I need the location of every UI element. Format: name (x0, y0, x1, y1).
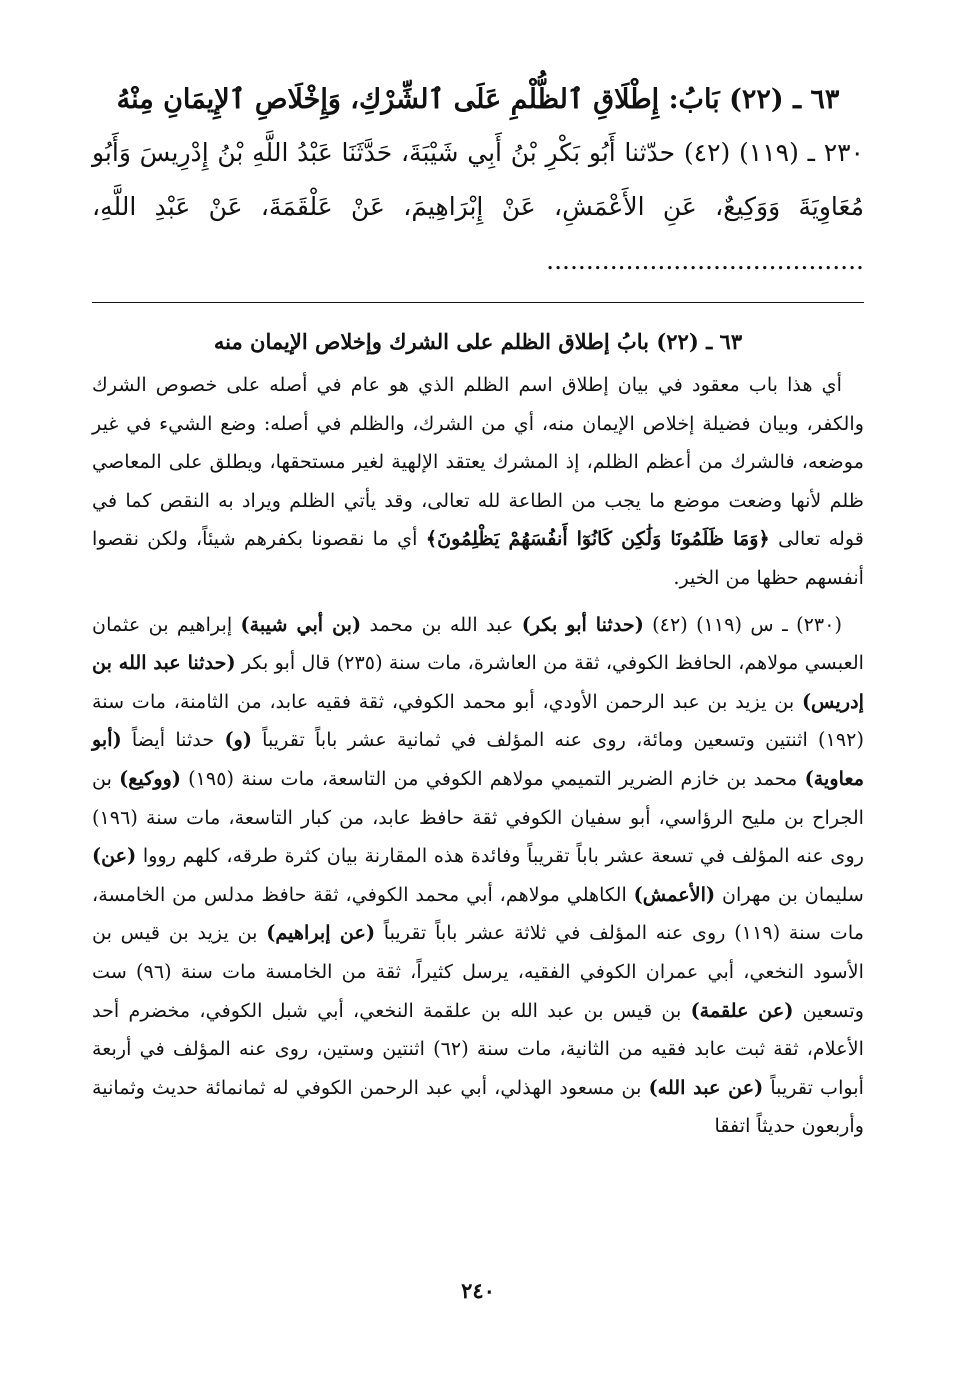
narrator-name: (حدثنا أبو بكر) (521, 612, 644, 636)
paragraph-text: بن الجراح بن مليح الرؤاسي، أبو سفيان الكوفي ثقة حافظ عابد، من كبار التاسعة، مات سنة (١٩٦) روى عنه المؤلف في تسعة عشر باباً تقريباً وفائدة هذه المقارنة بيان كثرة طرقه، كلهم رووا (92, 766, 864, 868)
narrator-name: (عن علقمة) (690, 998, 794, 1022)
narrator-name: (الأعمش) (633, 882, 716, 906)
paragraph-text: بن يزيد بن عبد الرحمن الأودي، أبو محمد الكوفي، ثقة فقيه عابد، من الثامنة، مات سنة (١٩٢) اثنتين وتسعين ومائة، روى عنه المؤلف في ثمانية عشر باباً تقريباً (92, 689, 864, 752)
paragraph-text: بن قيس بن عبد الله بن علقمة النخعي، أبي شبل الكوفي، مخضرم أحد الأعلام، ثقة ثبت عابد فقيه من الثانية، مات سنة (٦٢) اثنتين وستين، روى عنه المؤلف في أربعة أبواب تقريباً (92, 998, 864, 1099)
narrator-name: (عن عبد الله) (648, 1075, 764, 1099)
narrator-name: (و) (224, 728, 252, 752)
hadith-section (92, 78, 864, 288)
paragraph-text: محمد بن خازم الضرير التميمي مولاهم الكوفي من التاسعة، مات سنة (١٩٥) (188, 766, 798, 790)
narrator-name: (عن) (92, 844, 137, 868)
narrator-name: (أبو معاوية) (92, 728, 864, 790)
paragraph-text: عبد الله بن محمد (369, 612, 514, 636)
commentary-title: ٦٣ ـ (٢٢) بابُ إطلاق الظلم على الشرك وإخلاص الإيمان منه (213, 329, 743, 354)
quran-verse: ﴿وَمَا ظَلَمُونَا وَلَٰكِن كَانُوٓا أَنفُسَهُمْ يَظْلِمُونَ﴾ (425, 527, 770, 551)
narrator-name: (عن إبراهيم) (266, 921, 376, 945)
chapter-title: ٦٣ ـ (٢٢) بَابُ: إِطْلَاقِ ٱلظُّلْمِ عَلَى ٱلشِّرْكِ، وَإِخْلَاصِ ٱلإِيمَانِ مِنْهُ (116, 84, 840, 115)
paragraph-text: حدثنا أيضاً (131, 728, 215, 752)
section-divider (92, 302, 864, 303)
page-number: ٢٤٠ (461, 1278, 495, 1303)
paragraph-text: سليمان بن مهران (721, 882, 864, 906)
commentary-paragraph-1 (92, 366, 864, 598)
paragraph-text: أي ما نقصونا بكفرهم شيئاً، ولكن نقصوا أنفسهم حظها من الخير. (92, 527, 864, 589)
paragraph-text: بن مسعود الهذلي، أبي عبد الرحمن الكوفي له ثمانمائة حديث وثمانية وأربعون حديثاً اتفقا (92, 1075, 864, 1138)
commentary-paragraph-2 (92, 606, 864, 1146)
narrator-name: (ووكيع) (119, 766, 181, 790)
hadith-ellipsis: ........................................ (546, 246, 864, 275)
narrator-name: (بن أبي شيبة) (240, 612, 362, 636)
hadith-text (92, 126, 864, 288)
paragraph-text: (٢٣٠) ـ س (١١٩) (٤٢) (652, 612, 842, 636)
paragraph-text: بن يزيد بن قيس بن الأسود النخعي، أبي عمران الكوفي الفقيه، يرسل كثيراً، ثقة من الخامسة مات سنة (٩٦) ست وتسعين (92, 921, 864, 1022)
paragraph-text: إبراهيم بن عثمان العبسي مولاهم، الحافظ الكوفي، ثقة من العاشرة، مات سنة (٢٣٥) قال أبو بكر (92, 612, 865, 675)
paragraph-text: الكاهلي مولاهم، أبي محمد الكوفي، ثقة حافظ مدلس من الخامسة، مات سنة (١١٩) روى عنه المؤلف في ثلاثة عشر باباً تقريباً (92, 882, 864, 945)
hadith-isnad: ٢٣٠ ـ (١١٩) (٤٢) حدّثنا أَبُو بَكْرِ بْنُ أَبِي شَيْبَةَ، حَدَّثَنَا عَبْدُ اللَّهِ بْنُ إِدْرِيسَ وَأَبُو مُعَاوِيَةَ وَوَكِيعٌ، عَنِ الأَعْمَشِ، عَنْ إِبْرَاهِيمَ، عَنْ عَلْقَمَةَ، عَنْ عَبْدِ اللَّهِ، (92, 138, 864, 221)
commentary-section (92, 322, 864, 1146)
narrator-name: (حدثنا عبد الله بن إدريس) (92, 651, 864, 713)
paragraph-text: أي هذا باب معقود في بيان إطلاق اسم الظلم الذي هو عام في أصله على خصوص الشرك والكفر، وبيان فضيلة إخلاص الإيمان منه، أي من الشرك، والظلم في أصله: وضع الشيء في غير موضعه، فالشرك من أعظم الظلم، إذ المشرك يعتقد الإلهية لغير مستحقها، ويطلق على المعاصي ظلم لأنها وضعت موضع ما يجب من الطاعة لله تعالى، وقد يأتي الظلم ويراد به النقص كما في قوله تعالى (92, 373, 864, 551)
